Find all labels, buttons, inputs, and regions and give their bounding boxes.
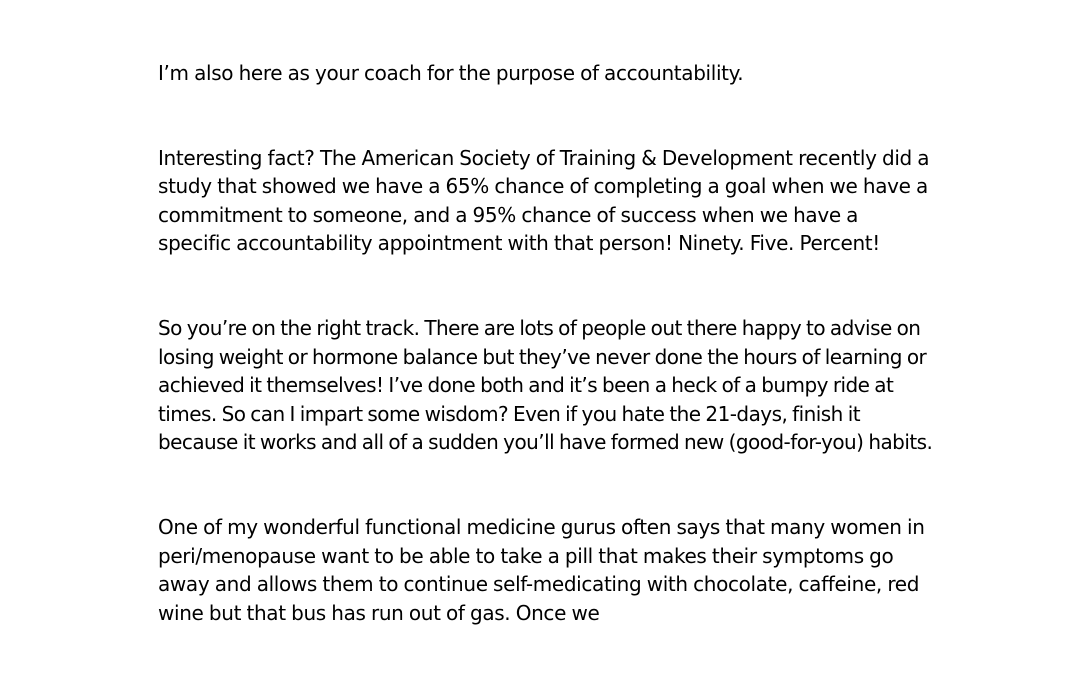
paragraph-accountability-intro: I’m also here as your coach for the purpose of accountability.: [158, 61, 744, 85]
document-body: [158, 59, 933, 627]
paragraph-right-track: So you’re on the right track. There are lots of people out there happy to advise on losing weight or hormone balance but they’ve never done the hours of learning or achieved it themselves! I’ve done both and it’s been a heck of a bumpy ride at times. So can I impart some wisdom? Even if you hate the 21-days, finish it because it works and all of a sudden you’ll have formed new (good-for-you) habits.: [158, 315, 933, 455]
paragraph-functional-medicine: One of my wonderful functional medicine gurus often says that many women in peri/menopause want to be able to take a pill that makes their symptoms go away and allows them to continue self-medicating with chocolate, caffeine, red wine but that bus has run out of gas. Once we: [158, 514, 925, 625]
paragraph-interesting-fact: Interesting fact? The American Society of Training & Development recently did a study that showed we have a 65% chance of completing a goal when we have a commitment to someone, and a 95% chance of success when we have a specific accountability appointment with that person! Ninety. Five. Percent!: [158, 145, 930, 256]
cropped-text-fragment: [158, 0, 578, 4]
